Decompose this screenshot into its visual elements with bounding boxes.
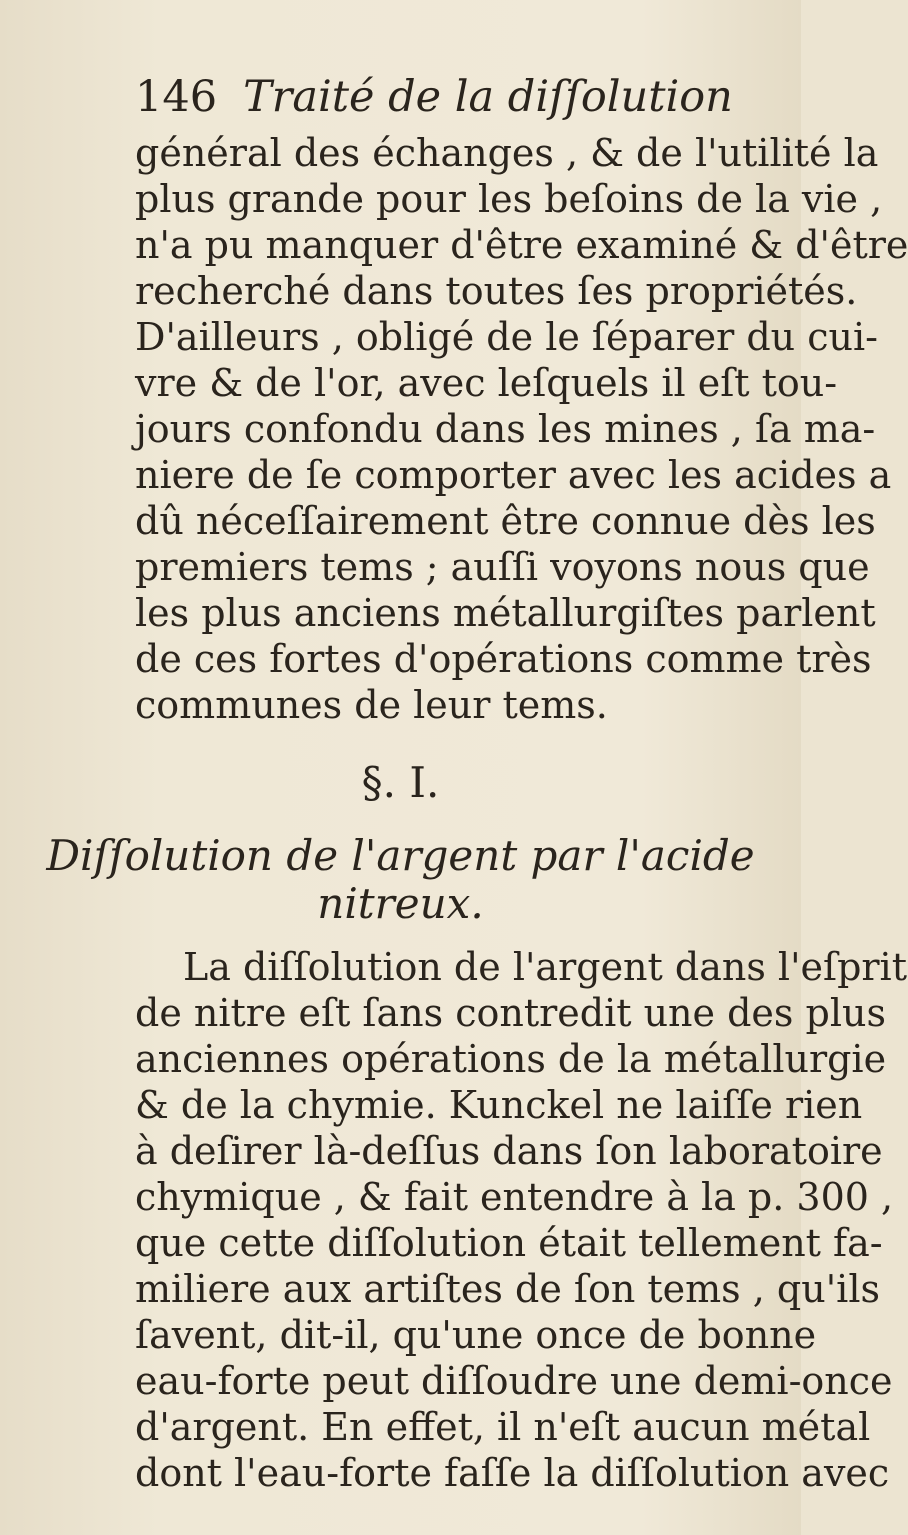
text-line: dû néceſſairement être connue dès les [135,499,876,543]
text-line: miliere aux artiſtes de ſon tems , qu'ils [135,1267,880,1311]
text-line: premiers tems ; auſſi voyons nous que [135,545,870,589]
text-line: communes de leur tems. [135,683,608,727]
section-title-line-2: nitreux. [317,879,484,928]
text-line: anciennes opérations de la métallurgie [135,1037,887,1081]
text-line: ſavent, dit-il, qu'une once de bonne [135,1313,817,1357]
text-line: n'a pu manquer d'être examiné & d'être [135,223,908,267]
section-title-line-1: Diſſolution de l'argent par l'acide [46,831,755,880]
text-line: plus grande pour les beſoins de la vie , [135,177,883,221]
text-line: que cette diſſolution était tellement fa- [135,1221,883,1265]
text-line: de ces fortes d'opérations comme très [135,637,872,681]
text-line: & de la chymie. Kunckel ne laiſſe rien [135,1083,863,1127]
text-line: vre & de l'or, avec leſquels il eſt tou- [135,361,838,405]
text-line: eau-forte peut diſſoudre une demi-once [135,1359,893,1403]
text-line: les plus anciens métallurgiſtes parlent [135,591,876,635]
page-number: 146 [135,72,218,122]
text-line: dont l'eau-forte faſſe la diſſolution avec [135,1451,890,1495]
text-line: D'ailleurs , obligé de le ſéparer du cui- [135,315,878,359]
text-line: d'argent. En effet, il n'eſt aucun métal [135,1405,871,1449]
running-title: Traité de la diſſolution [243,72,733,122]
text-line: jours confondu dans les mines , ſa ma- [135,407,876,451]
text-line: de nitre eſt ſans contredit une des plus [135,991,886,1035]
text-line: La diſſolution de l'argent dans l'eſprit [183,945,907,989]
text-line: à deſirer là-deſſus dans ſon laboratoire [135,1129,883,1173]
text-line: général des échanges , & de l'utilité la [135,131,879,175]
section-mark: §. I. [361,758,440,807]
text-line: chymique , & fait entendre à la p. 300 , [135,1175,894,1219]
text-line: recherché dans toutes ſes propriétés. [135,269,858,313]
text-line: niere de ſe comporter avec les acides a [135,453,892,497]
running-header [135,72,733,122]
